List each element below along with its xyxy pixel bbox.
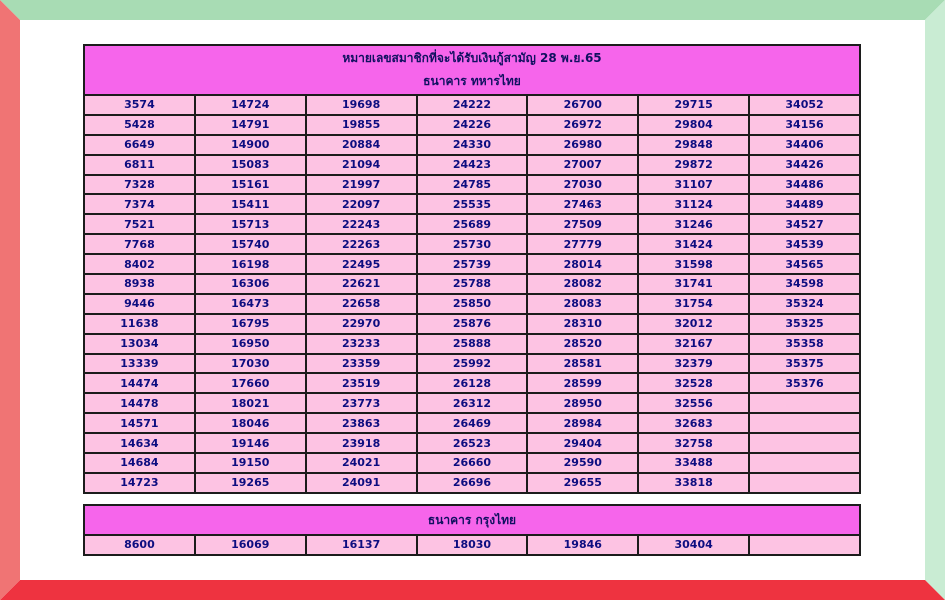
member-number-cell: 34406	[749, 135, 860, 155]
member-number-cell: 24091	[306, 473, 417, 493]
member-number-cell: 25739	[417, 254, 528, 274]
member-number-cell: 29590	[527, 453, 638, 473]
table-row	[84, 135, 860, 155]
member-number-cell: 23359	[306, 354, 417, 374]
member-number-cell: 11638	[84, 314, 195, 334]
member-number-cell: 8600	[84, 535, 195, 555]
member-number-cell: 24226	[417, 115, 528, 135]
member-number-cell: 28520	[527, 334, 638, 354]
member-number-cell: 26980	[527, 135, 638, 155]
member-number-cell: 25992	[417, 354, 528, 374]
tmb-bank-table	[83, 44, 861, 494]
table-row	[84, 214, 860, 234]
table-row	[84, 294, 860, 314]
member-number-cell: 16473	[195, 294, 306, 314]
ktb-bank-table-body	[84, 505, 860, 555]
member-number-cell	[749, 453, 860, 473]
member-number-cell: 34486	[749, 175, 860, 195]
member-number-cell: 26972	[527, 115, 638, 135]
member-number-cell: 34539	[749, 234, 860, 254]
member-number-cell: 34598	[749, 274, 860, 294]
table-row	[84, 373, 860, 393]
member-number-cell: 27779	[527, 234, 638, 254]
member-number-cell: 26523	[417, 433, 528, 453]
member-number-cell: 15411	[195, 194, 306, 214]
member-number-cell: 16137	[306, 535, 417, 555]
member-number-cell: 14478	[84, 393, 195, 413]
member-number-cell: 7768	[84, 234, 195, 254]
member-number-cell: 35375	[749, 354, 860, 374]
member-number-cell: 19855	[306, 115, 417, 135]
member-number-cell: 8402	[84, 254, 195, 274]
member-number-cell: 18021	[195, 393, 306, 413]
member-number-cell	[749, 433, 860, 453]
member-number-cell: 32012	[638, 314, 749, 334]
member-number-cell: 14474	[84, 373, 195, 393]
member-number-cell: 19146	[195, 433, 306, 453]
member-number-cell: 25850	[417, 294, 528, 314]
table-row	[84, 413, 860, 433]
member-number-cell: 7521	[84, 214, 195, 234]
tmb-bank-table-body	[84, 45, 860, 493]
member-number-cell: 23519	[306, 373, 417, 393]
member-number-cell: 19265	[195, 473, 306, 493]
table-header	[84, 505, 860, 535]
member-number-cell: 25888	[417, 334, 528, 354]
member-number-cell	[749, 535, 860, 555]
table-row	[84, 453, 860, 473]
member-number-cell: 34052	[749, 95, 860, 115]
table-row	[84, 535, 860, 555]
table-row	[84, 314, 860, 334]
member-number-cell: 25788	[417, 274, 528, 294]
member-number-cell: 35358	[749, 334, 860, 354]
member-number-cell: 26469	[417, 413, 528, 433]
member-number-cell: 15740	[195, 234, 306, 254]
bank-name-ktb: ธนาคาร กรุงไทย	[427, 513, 517, 527]
member-number-cell: 28950	[527, 393, 638, 413]
member-number-cell: 5428	[84, 115, 195, 135]
member-number-cell: 27030	[527, 175, 638, 195]
frame-right-border	[925, 0, 945, 600]
member-number-cell: 32528	[638, 373, 749, 393]
member-number-cell: 29655	[527, 473, 638, 493]
member-number-cell: 16069	[195, 535, 306, 555]
table-row	[84, 155, 860, 175]
member-number-cell: 28310	[527, 314, 638, 334]
member-number-cell: 24423	[417, 155, 528, 175]
member-number-cell: 26128	[417, 373, 528, 393]
member-number-cell: 18030	[417, 535, 528, 555]
table-row	[84, 274, 860, 294]
member-number-cell: 31424	[638, 234, 749, 254]
member-number-cell: 34489	[749, 194, 860, 214]
member-number-cell: 28984	[527, 413, 638, 433]
member-number-cell: 25876	[417, 314, 528, 334]
member-number-cell: 35376	[749, 373, 860, 393]
member-number-cell: 29848	[638, 135, 749, 155]
member-number-cell: 22495	[306, 254, 417, 274]
member-number-cell: 34156	[749, 115, 860, 135]
member-number-cell: 31754	[638, 294, 749, 314]
table-row	[84, 115, 860, 135]
member-number-cell: 27007	[527, 155, 638, 175]
member-number-cell: 31741	[638, 274, 749, 294]
frame-bottom-border	[0, 580, 945, 600]
member-number-cell: 22243	[306, 214, 417, 234]
member-number-cell: 19846	[527, 535, 638, 555]
member-number-cell	[749, 393, 860, 413]
member-number-cell: 31107	[638, 175, 749, 195]
member-number-cell: 21997	[306, 175, 417, 195]
member-number-cell: 17030	[195, 354, 306, 374]
member-number-cell: 23233	[306, 334, 417, 354]
member-number-cell: 31246	[638, 214, 749, 234]
member-number-cell	[749, 413, 860, 433]
member-number-cell: 15083	[195, 155, 306, 175]
member-number-cell: 18046	[195, 413, 306, 433]
member-number-cell: 3574	[84, 95, 195, 115]
member-number-cell: 19698	[306, 95, 417, 115]
table-row	[84, 473, 860, 493]
member-number-cell: 7374	[84, 194, 195, 214]
member-number-cell: 22658	[306, 294, 417, 314]
member-number-cell: 14791	[195, 115, 306, 135]
member-number-cell: 14571	[84, 413, 195, 433]
member-number-cell: 15161	[195, 175, 306, 195]
member-number-cell: 32683	[638, 413, 749, 433]
member-number-cell: 28014	[527, 254, 638, 274]
member-number-cell: 16950	[195, 334, 306, 354]
member-number-cell: 16795	[195, 314, 306, 334]
member-number-cell: 14724	[195, 95, 306, 115]
member-number-cell: 25730	[417, 234, 528, 254]
member-number-cell: 6811	[84, 155, 195, 175]
member-number-cell: 35324	[749, 294, 860, 314]
member-number-cell: 34565	[749, 254, 860, 274]
member-number-cell: 8938	[84, 274, 195, 294]
member-number-cell: 30404	[638, 535, 749, 555]
member-number-cell: 24785	[417, 175, 528, 195]
member-number-cell: 6649	[84, 135, 195, 155]
member-number-cell: 14634	[84, 433, 195, 453]
member-number-cell: 24021	[306, 453, 417, 473]
member-number-cell: 23863	[306, 413, 417, 433]
member-number-cell: 13034	[84, 334, 195, 354]
member-number-cell: 16198	[195, 254, 306, 274]
frame-top-border	[0, 0, 945, 20]
member-number-cell: 19150	[195, 453, 306, 473]
member-number-cell: 22621	[306, 274, 417, 294]
member-number-cell: 25689	[417, 214, 528, 234]
member-number-cell: 32758	[638, 433, 749, 453]
member-number-cell: 24330	[417, 135, 528, 155]
member-number-cell: 33488	[638, 453, 749, 473]
member-number-cell: 14723	[84, 473, 195, 493]
member-number-cell: 35325	[749, 314, 860, 334]
member-number-cell: 28083	[527, 294, 638, 314]
member-number-cell: 15713	[195, 214, 306, 234]
member-number-cell: 34527	[749, 214, 860, 234]
member-number-cell: 23918	[306, 433, 417, 453]
member-number-cell: 29715	[638, 95, 749, 115]
table-row	[84, 354, 860, 374]
member-number-cell: 27463	[527, 194, 638, 214]
member-number-cell: 21094	[306, 155, 417, 175]
member-number-cell: 32556	[638, 393, 749, 413]
member-number-cell: 28581	[527, 354, 638, 374]
member-number-cell: 32379	[638, 354, 749, 374]
document-title: หมายเลขสมาชิกที่จะได้รับเงินกู้สามัญ 28 พ.ย.65	[342, 51, 602, 65]
bank-name-tmb: ธนาคาร ทหารไทย	[423, 74, 521, 88]
member-number-cell: 25535	[417, 194, 528, 214]
member-number-cell: 28082	[527, 274, 638, 294]
table-row	[84, 393, 860, 413]
table-header	[84, 45, 860, 95]
member-number-cell: 14684	[84, 453, 195, 473]
member-number-cell: 17660	[195, 373, 306, 393]
table-row	[84, 254, 860, 274]
member-number-cell: 22263	[306, 234, 417, 254]
member-number-cell: 22970	[306, 314, 417, 334]
member-number-cell: 31124	[638, 194, 749, 214]
member-number-cell: 13339	[84, 354, 195, 374]
member-number-cell: 26312	[417, 393, 528, 413]
member-number-cell: 16306	[195, 274, 306, 294]
member-number-cell: 31598	[638, 254, 749, 274]
table-row	[84, 334, 860, 354]
member-number-cell: 34426	[749, 155, 860, 175]
member-number-cell: 27509	[527, 214, 638, 234]
table-row	[84, 95, 860, 115]
member-number-cell: 29404	[527, 433, 638, 453]
member-number-cell: 29872	[638, 155, 749, 175]
member-number-cell: 26660	[417, 453, 528, 473]
member-number-cell	[749, 473, 860, 493]
table-row	[84, 175, 860, 195]
ktb-bank-table	[83, 504, 861, 556]
member-number-cell: 23773	[306, 393, 417, 413]
member-number-cell: 26696	[417, 473, 528, 493]
member-number-cell: 9446	[84, 294, 195, 314]
member-number-cell: 33818	[638, 473, 749, 493]
member-number-cell: 14900	[195, 135, 306, 155]
frame-left-border	[0, 0, 20, 600]
member-number-cell: 24222	[417, 95, 528, 115]
table-row	[84, 194, 860, 214]
table-row	[84, 234, 860, 254]
member-number-cell: 7328	[84, 175, 195, 195]
member-number-cell: 26700	[527, 95, 638, 115]
member-number-cell: 29804	[638, 115, 749, 135]
member-number-cell: 22097	[306, 194, 417, 214]
member-number-cell: 20884	[306, 135, 417, 155]
member-number-cell: 28599	[527, 373, 638, 393]
member-number-cell: 32167	[638, 334, 749, 354]
table-row	[84, 433, 860, 453]
